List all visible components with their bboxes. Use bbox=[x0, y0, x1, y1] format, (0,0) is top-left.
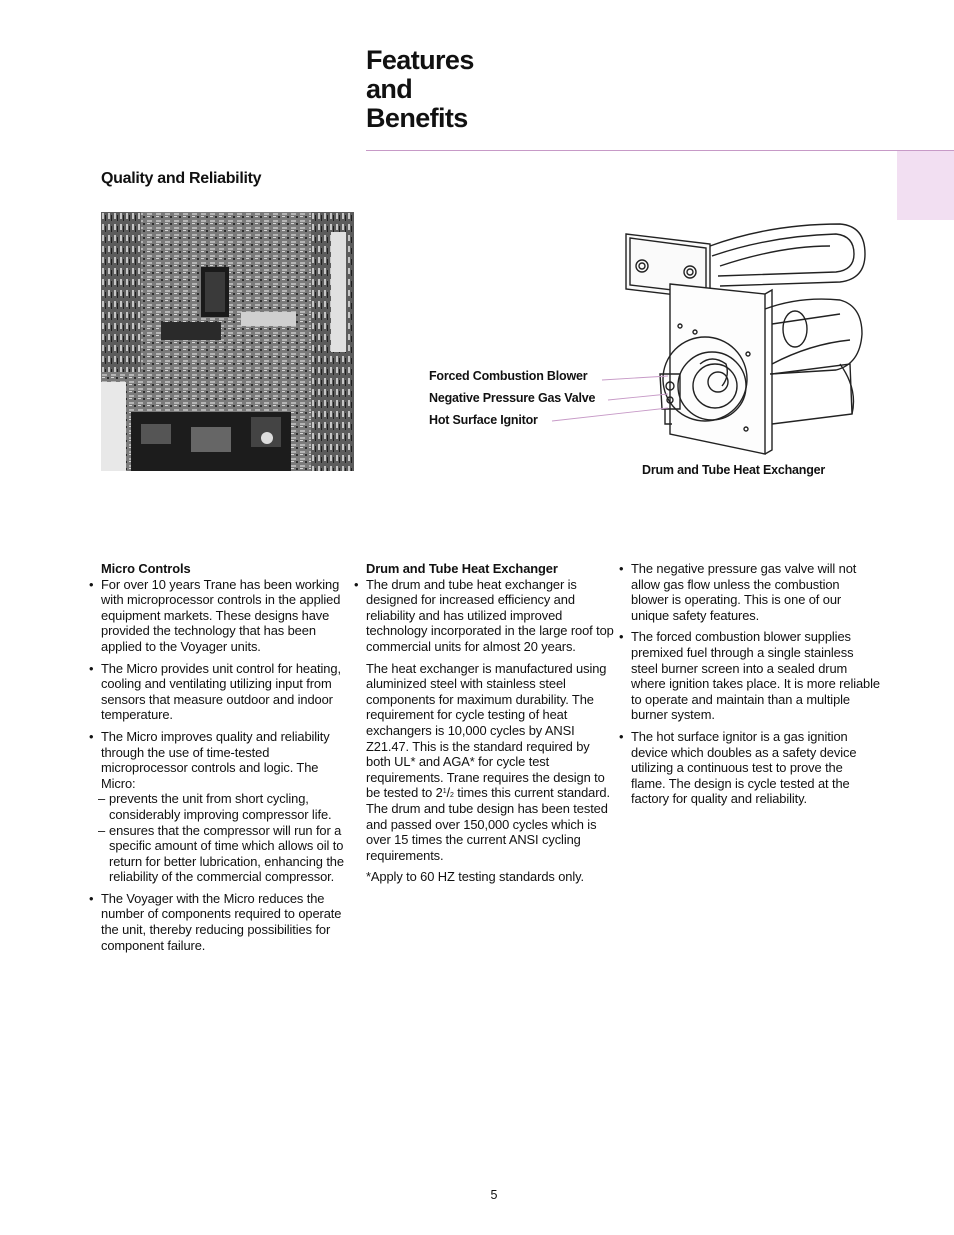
title-line: and bbox=[366, 74, 413, 104]
list-item-text: • The Voyager with the Micro reduces the number of components required to operate the unit, thereby reducing possibilities for component failure. bbox=[101, 890, 342, 953]
list-item bbox=[88, 577, 353, 655]
callout-negative-pressure-gas-valve: Negative Pressure Gas Valve bbox=[429, 391, 596, 405]
paragraph-text: The heat exchanger is manufactured using aluminized steel with stainless steel components for maximum durability. The requirement for cycle testing of heat exchangers is 10,000 cycles by ANSI Z21.47. This is the standard required by both UL* and AGA* for cycle test requirements. Trane requires the design to be tested to bbox=[366, 660, 607, 801]
list-item bbox=[618, 561, 880, 623]
list-item-text: • The drum and tube heat exchanger is designed for increased efficiency and reliability and has utilized improved technology incorporated in the large roof top commercial units for almost 20 years. bbox=[366, 576, 614, 654]
figure-caption: Drum and Tube Heat Exchanger bbox=[642, 463, 826, 477]
list-item bbox=[353, 577, 615, 655]
page-title bbox=[366, 46, 626, 133]
section-tab bbox=[897, 151, 954, 220]
callout-forced-combustion-blower: Forced Combustion Blower bbox=[429, 369, 588, 383]
page-number: 5 bbox=[490, 1188, 498, 1202]
column-heading: Micro Controls bbox=[101, 561, 191, 576]
list-item bbox=[618, 629, 880, 723]
callout-hot-surface-ignitor: Hot Surface Ignitor bbox=[429, 413, 538, 427]
title-line: Benefits bbox=[366, 103, 468, 133]
header-rule bbox=[366, 150, 954, 151]
list-item-text: • The forced combustion blower supplies premixed fuel through a single stainless steel burner screen into a sealed drum where ignition takes place. It is more reliable to operate and maintain than a multiple burner system. bbox=[631, 629, 880, 723]
column-safety bbox=[618, 561, 880, 813]
fraction-numerator: 1 bbox=[442, 788, 447, 796]
paragraph-text: times this current standard. The drum and tube design has been tested and passed over 150,000 cycles which is over 15 times the current ANSI cycling requirements. bbox=[366, 785, 610, 863]
paragraph: The heat exchanger is manufactured using aluminized steel with stainless steel components for maximum durability. The requirement for cycle testing of heat exchangers is 10,000 cycles by ANSI Z21.47. This is the standard required by both UL* and AGA* for cycle test requirements. Trane requires the design to be tested to $2^1/2$ times this current standard. The drum and tube design has been tested and passed over 150,000 cycles which is over 15 times the current ANSI cycling requirements. bbox=[366, 660, 610, 863]
footnote: *Apply to 60 HZ testing standards only. bbox=[366, 869, 584, 885]
list-item bbox=[618, 729, 880, 807]
list-item bbox=[88, 891, 353, 953]
fraction-denominator: 2 bbox=[450, 792, 454, 800]
section-heading: Quality and Reliability bbox=[101, 170, 262, 187]
sub-list-item: – ensures that the compressor will run for a specific amount of time which allows oil to return for better lubrication, enhancing the reliability of the commercial compressor. bbox=[101, 823, 353, 885]
column-micro-controls bbox=[88, 561, 353, 959]
list-item-text: • For over 10 years Trane has been working with microprocessor controls in the applied equipment markets. These designs have provided the technology that has been applied to the Voyager units. bbox=[101, 576, 341, 654]
circuit-board-photo bbox=[101, 212, 354, 471]
list-item-text: • The Micro improves quality and reliability through the use of time-tested microprocessor controls and logic. The Micro: bbox=[101, 728, 330, 791]
list-item-text: • The Micro provides unit control for heating, cooling and ventilating utilizing input from sensors that measure outdoor and indoor temperature. bbox=[101, 660, 341, 723]
column-drum-tube bbox=[353, 561, 615, 885]
column-heading: Drum and Tube Heat Exchanger bbox=[366, 561, 558, 576]
list-item-text: • The negative pressure gas valve will not allow gas flow unless the combustion blower is operating. This is one of our unique safety features. bbox=[631, 561, 857, 623]
list-item-text: • The hot surface ignitor is a gas ignition device which doubles as a safety device utilizing a continuous test to prove the flame. The design is cycle tested at the factory for quality and reliability. bbox=[631, 728, 857, 807]
list-item bbox=[88, 729, 353, 885]
fraction-whole: 2 bbox=[435, 785, 443, 801]
list-item bbox=[88, 661, 353, 723]
title-line: Features bbox=[366, 45, 474, 75]
sub-list-item: – prevents the unit from short cycling, considerably improving compressor life. bbox=[101, 791, 353, 822]
